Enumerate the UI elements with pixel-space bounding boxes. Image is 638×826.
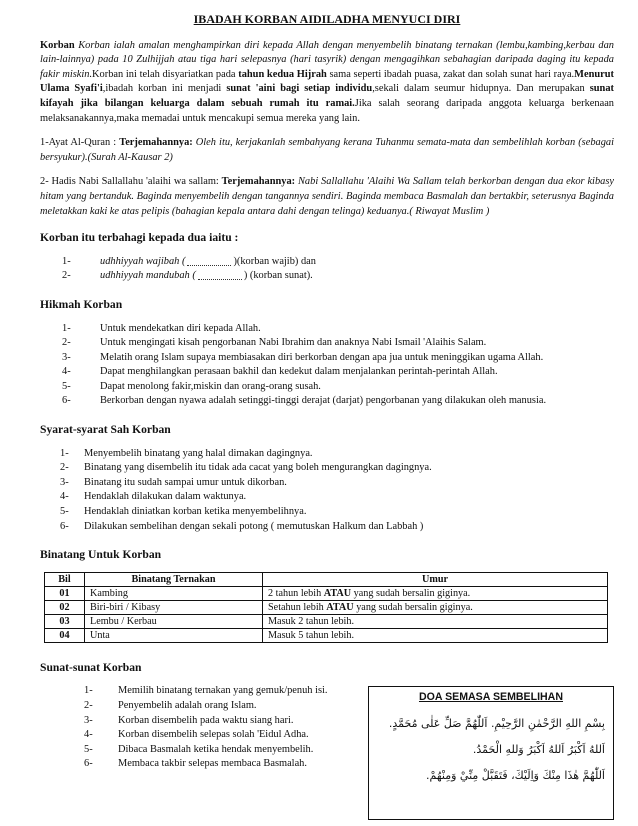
umur-text: Masuk 5 tahun lebih. bbox=[268, 629, 355, 641]
item-number: 5- bbox=[84, 743, 93, 755]
hadis-text: Nabi Sallallahu 'Alaihi Wa Sallam telah berkorban dengan dua ekor kibasy hitam yang bertanduk. Baginda menyembelih dengan tangannya sendiri. Baginda membaca Basmalah dan bertakbir, seterusnya Baginda meletakkan kaki ke atas pelipis (bahagian kepala antara dahi dengan telinga) keduanya.( Riwayat Muslim ) bbox=[40, 176, 614, 217]
cell-binatang: Unta bbox=[85, 628, 263, 642]
bahagi-list bbox=[40, 255, 614, 284]
intro-text-6: Jika salah seorang daripada anggota keluarga berkenaan melaksanakannya,maka memadai untuk mencakupi semua mereka yang lain. bbox=[40, 97, 615, 124]
sunat-heading: Sunat-sunat Korban bbox=[40, 660, 142, 674]
item-text: Membaca takbir selepas membaca Basmalah. bbox=[118, 758, 307, 770]
arabic-term-image bbox=[198, 271, 242, 280]
item-text: Menyembelih binatang yang halal dimakan dagingnya. bbox=[84, 447, 313, 459]
item-text: Berkorban dengan nyawa adalah setinggi-tinggi derajat (darjat) pengorbanan yang dilakukan oleh manusia. bbox=[100, 395, 547, 407]
item-text: Korban disembelih pada waktu siang hari. bbox=[118, 714, 294, 726]
item-term: udhhiyyah mandubah ( bbox=[100, 270, 196, 282]
ayat-text: Oleh itu, kerjakanlah sembahyang kerana Tuhanmu semata-mata dan sembelihlah korban (sebagai bersyukur).(Surah Al-Kausar 2) bbox=[40, 137, 614, 163]
list-item bbox=[40, 394, 614, 409]
item-number: 1- bbox=[62, 255, 71, 267]
item-number: 1- bbox=[84, 685, 93, 697]
item-text: Binatang itu sudah sampai umur untuk dikorban. bbox=[84, 476, 287, 488]
intro-text-5: ,sekali dalam seumur hidupnya. Dan merupakan bbox=[372, 83, 590, 95]
hadis-paragraph bbox=[40, 175, 614, 219]
list-item bbox=[40, 336, 614, 351]
table-row bbox=[45, 600, 608, 614]
list-item bbox=[40, 447, 614, 462]
list-item bbox=[40, 269, 614, 284]
table-row bbox=[45, 614, 608, 628]
cell-bil: 03 bbox=[45, 614, 85, 628]
intro-ulama: Menurut Ulama Syafi'i bbox=[40, 68, 614, 95]
item-desc: ) (korban sunat). bbox=[243, 270, 313, 282]
ayat-label: 1-Ayat Al-Quran : bbox=[40, 137, 120, 149]
item-number: 5- bbox=[62, 380, 71, 392]
item-number: 5- bbox=[60, 506, 69, 518]
cell-binatang: Kambing bbox=[85, 586, 263, 600]
item-number: 2- bbox=[60, 462, 69, 474]
umur-text-2: yang sudah bersalin giginya. bbox=[353, 601, 473, 613]
item-number: 4- bbox=[84, 729, 93, 741]
item-term: udhhiyyah wajibah ( bbox=[100, 255, 186, 267]
item-text: Hendaklah dilakukan dalam waktunya. bbox=[84, 491, 247, 503]
list-item bbox=[40, 255, 614, 270]
item-number: 4- bbox=[60, 491, 69, 503]
column-header-binatang: Binatang Ternakan bbox=[85, 572, 263, 586]
table-header-row bbox=[45, 572, 608, 586]
item-number: 6- bbox=[62, 395, 71, 407]
item-number: 3- bbox=[60, 476, 69, 488]
ayat-terjemahan-label: Terjemahannya: bbox=[119, 137, 193, 149]
item-text: Dapat menolong fakir,miskin dan orang-orang susah. bbox=[100, 380, 321, 392]
table-row bbox=[45, 586, 608, 600]
doa-box bbox=[368, 686, 614, 820]
item-number: 2- bbox=[62, 337, 71, 349]
cell-bil: 04 bbox=[45, 628, 85, 642]
umur-text: Setahun lebih bbox=[268, 601, 327, 613]
table-row bbox=[45, 628, 608, 642]
intro-text-2: Korban ini telah disyariatkan pada bbox=[92, 68, 239, 80]
doa-line: اَللّٰهُمَّ هٰذَا مِنْكَ وَاِلَيْكَ، فَتَقَبَّلْ مِنِّيْ وَمِنْهُمْ. bbox=[426, 768, 605, 782]
item-number: 6- bbox=[60, 520, 69, 532]
hadis-label: 2- Hadis Nabi Sallallahu 'alaihi wa sallam: bbox=[40, 176, 222, 188]
list-item bbox=[40, 520, 614, 535]
document-page bbox=[40, 12, 614, 772]
item-text: Korban disembelih selepas solah 'Eidul Adha. bbox=[118, 729, 309, 741]
intro-text-4: ,ibadah korban ini menjadi bbox=[102, 83, 227, 95]
ayat-paragraph bbox=[40, 136, 614, 165]
item-text: Dapat menghilangkan perasaan bakhil dan kedekut dalam menjalankan perintah-perintah Allah. bbox=[100, 366, 498, 378]
umur-atau: ATAU bbox=[323, 587, 352, 599]
item-number: 3- bbox=[84, 714, 93, 726]
cell-umur bbox=[263, 628, 608, 642]
syarat-list bbox=[40, 447, 614, 535]
item-number: 1- bbox=[60, 447, 69, 459]
binatang-heading: Binatang Untuk Korban bbox=[40, 548, 162, 562]
item-number: 6- bbox=[84, 758, 93, 770]
list-item bbox=[40, 365, 614, 380]
bahagi-heading: Korban itu terbahagi kepada dua iaitu : bbox=[40, 231, 239, 245]
item-text: Penyembelih adalah orang Islam. bbox=[118, 700, 257, 711]
item-number: 2- bbox=[84, 700, 93, 711]
doa-title: DOA SEMASA SEMBELIHAN bbox=[418, 691, 563, 703]
intro-hijrah: tahun kedua Hijrah bbox=[238, 68, 327, 80]
item-text bbox=[100, 255, 316, 270]
item-text: Dibaca Basmalah ketika hendak menyembelih. bbox=[118, 743, 314, 755]
item-text: Melatih orang Islam supaya membiasakan diri berkorban dengan apa jua untuk meninggikan ugama Allah. bbox=[100, 351, 544, 363]
list-item bbox=[40, 380, 614, 395]
intro-korban-term: Korban bbox=[40, 39, 75, 51]
item-text bbox=[100, 269, 313, 284]
doa-arabic-text bbox=[369, 705, 613, 789]
list-item bbox=[40, 505, 614, 520]
cell-umur bbox=[263, 614, 608, 628]
doa-line: اَللهُ اَكْبَرُ اَللهُ اَكْبَرُ وَللهِ الْحَمْدُ. bbox=[472, 742, 605, 756]
item-number: 4- bbox=[62, 366, 71, 378]
item-text: Memilih binatang ternakan yang gemuk/penuh isi. bbox=[118, 685, 328, 697]
item-number: 1- bbox=[62, 322, 71, 334]
item-number: 2- bbox=[62, 270, 71, 282]
item-text: Untuk mendekatkan diri kepada Allah. bbox=[100, 322, 261, 334]
hadis-terjemahan-label: Terjemahannya: bbox=[221, 176, 296, 188]
umur-text: Masuk 2 tahun lebih. bbox=[268, 615, 355, 627]
intro-text-3: sama seperti ibadah puasa, zakat dan solah sunat hari raya. bbox=[326, 68, 575, 80]
cell-bil: 02 bbox=[45, 600, 85, 614]
column-header-umur: Umur bbox=[263, 572, 608, 586]
umur-atau: ATAU bbox=[326, 601, 354, 613]
cell-bil: 01 bbox=[45, 586, 85, 600]
binatang-table bbox=[44, 572, 608, 643]
item-text: Dilakukan sembelihan dengan sekali potong ( memutuskan Halkum dan Labbah ) bbox=[84, 520, 424, 532]
item-text: Hendaklah diniatkan korban ketika menyembelihnya. bbox=[84, 506, 307, 518]
umur-text-2: yang sudah bersalin giginya. bbox=[351, 587, 471, 599]
cell-binatang: Lembu / Kerbau bbox=[85, 614, 263, 628]
intro-definition: Korban ialah amalan menghampirkan diri kepada Allah dengan menyembelih binatang ternakan (lembu,kambing,kerbau dan lain-lainnya) pada 10 Zulhijjah atau tiga hari selepasnya (hari tasyrik) dengan mengagihkan sebahagian daripada daging itu kepada fakir miskin. bbox=[40, 39, 614, 80]
cell-umur bbox=[263, 600, 608, 614]
intro-sunat-kifayah: sunat kifayah jika bilangan keluarga dalam sebuah rumah itu ramai. bbox=[40, 83, 614, 109]
list-item bbox=[40, 476, 614, 491]
list-item bbox=[40, 322, 614, 337]
intro-paragraph bbox=[40, 39, 614, 127]
cell-binatang: Biri-biri / Kibasy bbox=[85, 600, 263, 614]
list-item bbox=[40, 490, 614, 505]
arabic-term-image bbox=[187, 257, 231, 266]
list-item bbox=[40, 461, 614, 476]
page-title: IBADAH KORBAN AIDILADHA MENYUCI DIRI bbox=[193, 12, 461, 26]
umur-text: 2 tahun lebih bbox=[268, 587, 324, 599]
list-item bbox=[40, 351, 614, 366]
item-number: 3- bbox=[62, 351, 71, 363]
hikmah-list bbox=[40, 322, 614, 410]
cell-umur bbox=[263, 586, 608, 600]
item-text: Binatang yang disembelih itu tidak ada cacat yang boleh mengurangkan dagingnya. bbox=[84, 462, 432, 474]
item-text: Untuk mengingati kisah pengorbanan Nabi Ibrahim dan anaknya Nabi Ismail 'Alaihis Salam. bbox=[100, 337, 487, 349]
hikmah-heading: Hikmah Korban bbox=[40, 297, 123, 311]
column-header-bil: Bil bbox=[45, 572, 85, 586]
item-desc: )(korban wajib) dan bbox=[233, 255, 316, 267]
intro-sunat-aini: sunat 'aini bagi setiap individu bbox=[226, 83, 373, 95]
syarat-heading: Syarat-syarat Sah Korban bbox=[40, 423, 171, 437]
doa-line: بِسْمِ اللهِ الرَّحْمٰنِ الرَّحِيْمِ. اَللّٰهُمَّ صَلِّ عَلٰى مُحَمَّدٍ. bbox=[388, 716, 605, 730]
